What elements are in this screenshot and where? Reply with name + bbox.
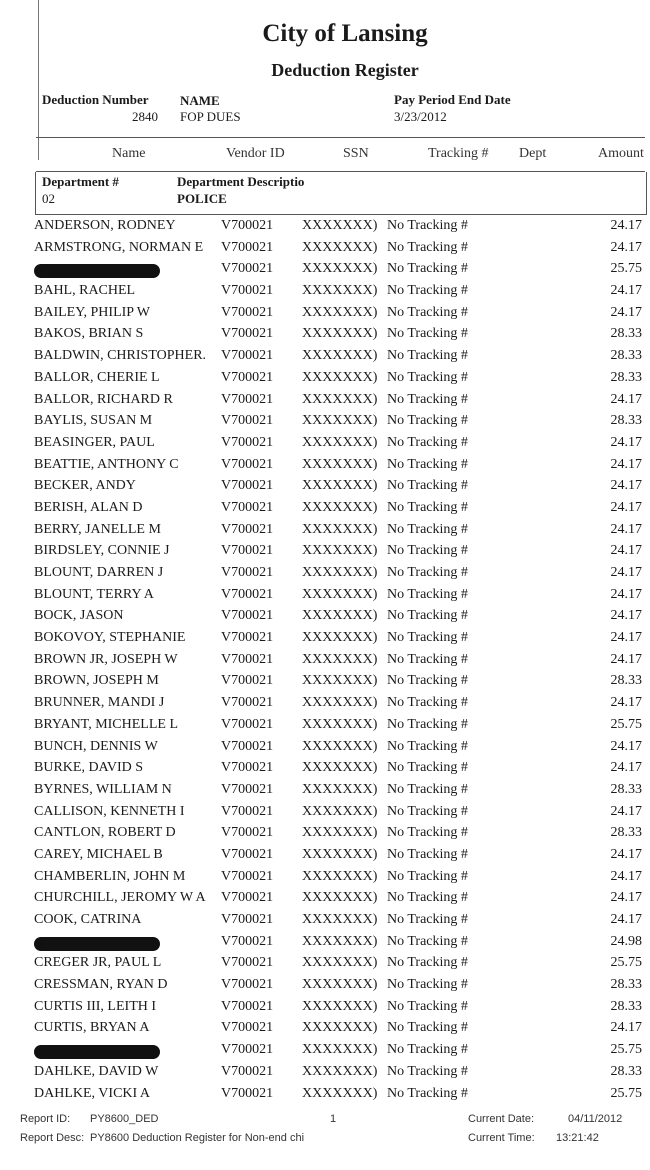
table-row: [0, 975, 650, 997]
employee-name: CURTIS, BRYAN A: [34, 1020, 150, 1036]
table-row: [0, 455, 650, 477]
vendor-id: V700021: [221, 499, 274, 515]
table-row: [0, 303, 650, 325]
employee-name: CANTLON, ROBERT D: [34, 825, 176, 841]
tracking-number: No Tracking #: [387, 239, 468, 255]
table-row: [0, 563, 650, 585]
table-row: [0, 324, 650, 346]
tracking-number: No Tracking #: [387, 413, 468, 429]
vendor-id: V700021: [221, 912, 274, 927]
employee-name: BAKOS, BRIAN S: [34, 326, 144, 342]
ssn: XXXXXXX): [302, 413, 378, 429]
employee-name: CREGER JR, PAUL L: [34, 955, 162, 971]
vendor-id: V700021: [221, 348, 274, 364]
vendor-id: V700021: [221, 630, 274, 646]
col-header-name: Name: [112, 146, 146, 161]
ssn: XXXXXXX): [302, 933, 378, 949]
department-box: [35, 172, 647, 215]
table-row: [0, 823, 650, 845]
amount: 28.33: [610, 673, 642, 689]
employee-name: CRESSMAN, RYAN D: [34, 977, 168, 993]
vendor-id: V700021: [221, 565, 274, 580]
tracking-number: No Tracking #: [387, 434, 468, 450]
table-row: [0, 737, 650, 759]
amount: 28.33: [610, 369, 642, 385]
tracking-number: No Tracking #: [387, 391, 468, 407]
amount: 24.17: [610, 846, 642, 862]
employee-name: CAREY, MICHAEL B: [34, 846, 163, 862]
employee-name: BURKE, DAVID S: [34, 760, 144, 776]
ssn: XXXXXXX): [302, 1063, 378, 1079]
ssn: XXXXXXX): [302, 760, 378, 776]
report-desc: PY8600 Deduction Register for Non-end chi: [90, 1132, 305, 1144]
ssn: XXXXXXX): [302, 283, 378, 299]
employee-name: BEATTIE, ANTHONY C: [34, 456, 179, 472]
table-row: [0, 368, 650, 390]
tracking-number: No Tracking #: [387, 868, 468, 884]
vendor-id: V700021: [221, 434, 274, 450]
tracking-number: No Tracking #: [387, 695, 468, 711]
vendor-id: V700021: [221, 716, 274, 732]
ssn: XXXXXXX): [302, 304, 378, 320]
current-time: 13:21:42: [556, 1132, 599, 1144]
ssn: XXXXXXX): [302, 261, 378, 277]
employee-name: BERISH, ALAN D: [34, 499, 143, 515]
vendor-id: V700021: [221, 695, 274, 711]
table-row: [0, 802, 650, 824]
tracking-number: No Tracking #: [387, 781, 468, 797]
ssn: XXXXXXX): [302, 326, 378, 342]
vendor-id: V700021: [221, 413, 274, 429]
table-row: [0, 997, 650, 1019]
amount: 24.17: [610, 1020, 642, 1036]
vendor-id: V700021: [221, 1063, 274, 1079]
vendor-id: V700021: [221, 304, 274, 320]
amount: 25.75: [610, 1085, 642, 1101]
tracking-number: No Tracking #: [387, 456, 468, 472]
employee-name: BAILEY, PHILIP W: [34, 304, 151, 320]
amount: 24.17: [610, 434, 642, 450]
ssn: XXXXXXX): [302, 781, 378, 797]
tracking-number: No Tracking #: [387, 912, 468, 927]
ssn: XXXXXXX): [302, 565, 378, 580]
ssn: XXXXXXX): [302, 608, 378, 624]
tracking-number: No Tracking #: [387, 369, 468, 385]
employee-name: BEASINGER, PAUL: [34, 434, 155, 450]
amount: 28.33: [610, 977, 642, 993]
table-row: [0, 433, 650, 455]
ssn: XXXXXXX): [302, 695, 378, 711]
ssn: XXXXXXX): [302, 803, 378, 819]
name-label: NAME: [180, 93, 220, 108]
amount: 25.75: [610, 716, 642, 732]
vendor-id: V700021: [221, 890, 274, 906]
employee-name: CHURCHILL, JEROMY W A: [34, 890, 206, 906]
amount: 24.17: [610, 499, 642, 515]
vendor-id: V700021: [221, 803, 274, 819]
tracking-number: No Tracking #: [387, 326, 468, 342]
amount: 28.33: [610, 825, 642, 841]
amount: 24.17: [610, 478, 642, 494]
employee-name: COOK, CATRINA: [34, 912, 142, 927]
report-title: City of Lansing: [262, 20, 428, 47]
table-row: [0, 650, 650, 672]
vendor-id: V700021: [221, 651, 274, 667]
amount: 24.17: [610, 218, 642, 233]
col-header-tracking: Tracking #: [428, 146, 489, 161]
ssn: XXXXXXX): [302, 456, 378, 472]
amount: 24.17: [610, 543, 642, 559]
ssn: XXXXXXX): [302, 521, 378, 537]
employee-name: DAHLKE, DAVID W: [34, 1063, 159, 1079]
ssn: XXXXXXX): [302, 846, 378, 862]
amount: 28.33: [610, 1063, 642, 1079]
deduction-number: 2840: [132, 109, 158, 124]
employee-name: BLOUNT, TERRY A: [34, 586, 154, 602]
employee-name: BAHL, RACHEL: [34, 283, 136, 299]
table-row: [0, 628, 650, 650]
tracking-number: No Tracking #: [387, 977, 468, 993]
amount: 28.33: [610, 348, 642, 364]
table-row: [0, 238, 650, 260]
ssn: XXXXXXX): [302, 369, 378, 385]
amount: 24.17: [610, 738, 642, 754]
deduction-table: [0, 216, 650, 1105]
col-header-vendor: Vendor ID: [226, 146, 285, 161]
amount: 24.17: [610, 391, 642, 407]
ssn: XXXXXXX): [302, 651, 378, 667]
vendor-id: V700021: [221, 369, 274, 385]
ssn: XXXXXXX): [302, 825, 378, 841]
vendor-id: V700021: [221, 933, 274, 949]
table-row: [0, 585, 650, 607]
vendor-id: V700021: [221, 977, 274, 993]
vendor-id: V700021: [221, 521, 274, 537]
current-time-label: Current Time:: [468, 1132, 535, 1144]
current-date-label: Current Date:: [468, 1113, 535, 1125]
tracking-number: No Tracking #: [387, 304, 468, 320]
current-date: 04/11/2012: [568, 1113, 623, 1125]
vendor-id: V700021: [221, 955, 274, 971]
employee-name: BRUNNER, MANDI J: [34, 695, 165, 711]
tracking-number: No Tracking #: [387, 218, 468, 233]
vendor-id: V700021: [221, 391, 274, 407]
vendor-id: V700021: [221, 1042, 274, 1058]
amount: 24.17: [610, 912, 642, 927]
ssn: XXXXXXX): [302, 391, 378, 407]
tracking-number: No Tracking #: [387, 543, 468, 559]
amount: 28.33: [610, 413, 642, 429]
table-row: [0, 216, 650, 238]
ssn: XXXXXXX): [302, 1020, 378, 1036]
deduction-number-label: Deduction Number: [42, 92, 149, 107]
ssn: XXXXXXX): [302, 239, 378, 255]
employee-name: BROWN JR, JOSEPH W: [34, 651, 178, 667]
employee-name: BALLOR, CHERIE L: [34, 369, 160, 385]
table-row: [0, 867, 650, 889]
table-row: [0, 932, 650, 954]
amount: 25.75: [610, 261, 642, 277]
table-row: [0, 281, 650, 303]
department-desc-label: Department Descriptio: [177, 174, 305, 189]
tracking-number: No Tracking #: [387, 760, 468, 776]
amount: 24.17: [610, 456, 642, 472]
tracking-number: No Tracking #: [387, 261, 468, 277]
employee-name: CALLISON, KENNETH I: [34, 803, 185, 819]
ssn: XXXXXXX): [302, 868, 378, 884]
department-desc: POLICE: [177, 191, 227, 206]
employee-name: BERRY, JANELLE M: [34, 521, 161, 537]
ssn: XXXXXXX): [302, 543, 378, 559]
tracking-number: No Tracking #: [387, 348, 468, 364]
tracking-number: No Tracking #: [387, 586, 468, 602]
table-row: [0, 259, 650, 281]
table-row: [0, 1018, 650, 1040]
vendor-id: V700021: [221, 738, 274, 754]
table-row: [0, 346, 650, 368]
employee-name: ARMSTRONG, NORMAN E: [34, 239, 204, 255]
tracking-number: No Tracking #: [387, 651, 468, 667]
report-subtitle: Deduction Register: [271, 60, 419, 80]
employee-name: BAYLIS, SUSAN M: [34, 413, 153, 429]
vendor-id: V700021: [221, 673, 274, 689]
amount: 28.33: [610, 781, 642, 797]
col-header-ssn: SSN: [343, 146, 369, 161]
header-separator: [36, 137, 645, 138]
amount: 24.17: [610, 608, 642, 624]
tracking-number: No Tracking #: [387, 998, 468, 1014]
vendor-id: V700021: [221, 608, 274, 624]
employee-name: CHAMBERLIN, JOHN M: [34, 868, 186, 884]
amount: 24.17: [610, 304, 642, 320]
ssn: XXXXXXX): [302, 1042, 378, 1058]
ssn: XXXXXXX): [302, 586, 378, 602]
tracking-number: No Tracking #: [387, 955, 468, 971]
employee-name: BYRNES, WILLIAM N: [34, 781, 172, 797]
ssn: XXXXXXX): [302, 977, 378, 993]
amount: 24.98: [610, 933, 642, 949]
employee-name: BROWN, JOSEPH M: [34, 673, 159, 689]
employee-name: BECKER, ANDY: [34, 478, 136, 494]
table-row: [0, 520, 650, 542]
ssn: XXXXXXX): [302, 912, 378, 927]
employee-name: BALLOR, RICHARD R: [34, 391, 173, 407]
employee-name: BALDWIN, CHRISTOPHER.: [34, 348, 207, 364]
employee-name: BIRDSLEY, CONNIE J: [34, 543, 170, 559]
ssn: XXXXXXX): [302, 716, 378, 732]
amount: 24.17: [610, 630, 642, 646]
vendor-id: V700021: [221, 760, 274, 776]
tracking-number: No Tracking #: [387, 673, 468, 689]
employee-name: BLOUNT, DARREN J: [34, 565, 164, 580]
vendor-id: V700021: [221, 781, 274, 797]
tracking-number: No Tracking #: [387, 478, 468, 494]
department-number-label: Department #: [42, 174, 119, 189]
ssn: XXXXXXX): [302, 955, 378, 971]
employee-name: BUNCH, DENNIS W: [34, 738, 158, 754]
vendor-id: V700021: [221, 868, 274, 884]
tracking-number: No Tracking #: [387, 1085, 468, 1101]
table-row: [0, 888, 650, 910]
vendor-id: V700021: [221, 846, 274, 862]
amount: 28.33: [610, 326, 642, 342]
table-row: [0, 1062, 650, 1084]
ssn: XXXXXXX): [302, 478, 378, 494]
vendor-id: V700021: [221, 456, 274, 472]
table-row: [0, 498, 650, 520]
amount: 24.17: [610, 283, 642, 299]
table-row: [0, 953, 650, 975]
tracking-number: No Tracking #: [387, 716, 468, 732]
tracking-number: No Tracking #: [387, 565, 468, 580]
vendor-id: V700021: [221, 326, 274, 342]
vendor-id: V700021: [221, 1085, 274, 1101]
tracking-number: No Tracking #: [387, 933, 468, 949]
table-row: [0, 476, 650, 498]
amount: 24.17: [610, 868, 642, 884]
employee-name: DAHLKE, VICKI A: [34, 1085, 151, 1101]
col-header-amount: Amount: [598, 146, 644, 161]
employee-name: BRYANT, MICHELLE L: [34, 716, 179, 732]
report-id-label: Report ID:: [20, 1113, 71, 1125]
employee-name: CURTIS III, LEITH I: [34, 998, 157, 1014]
table-row: [0, 758, 650, 780]
tracking-number: No Tracking #: [387, 1020, 468, 1036]
tracking-number: No Tracking #: [387, 1063, 468, 1079]
amount: 24.17: [610, 890, 642, 906]
amount: 24.17: [610, 760, 642, 776]
table-row: [0, 845, 650, 867]
department-number: 02: [42, 191, 55, 206]
pay-period-value: 3/23/2012: [394, 109, 447, 124]
name-value: FOP DUES: [180, 109, 241, 124]
vendor-id: V700021: [221, 586, 274, 602]
table-row: [0, 411, 650, 433]
ssn: XXXXXXX): [302, 998, 378, 1014]
vendor-id: V700021: [221, 825, 274, 841]
ssn: XXXXXXX): [302, 499, 378, 515]
amount: 25.75: [610, 955, 642, 971]
amount: 24.17: [610, 239, 642, 255]
amount: 25.75: [610, 1042, 642, 1058]
tracking-number: No Tracking #: [387, 630, 468, 646]
table-row: [0, 780, 650, 802]
redaction-bar: [34, 264, 160, 278]
table-row: [0, 606, 650, 628]
tracking-number: No Tracking #: [387, 521, 468, 537]
report-id: PY8600_DED: [90, 1113, 159, 1125]
table-row: [0, 671, 650, 693]
tracking-number: No Tracking #: [387, 890, 468, 906]
tracking-number: No Tracking #: [387, 825, 468, 841]
tracking-number: No Tracking #: [387, 738, 468, 754]
vendor-id: V700021: [221, 998, 274, 1014]
table-row: [0, 390, 650, 412]
vendor-id: V700021: [221, 283, 274, 299]
ssn: XXXXXXX): [302, 890, 378, 906]
tracking-number: No Tracking #: [387, 803, 468, 819]
page-number: 1: [330, 1113, 337, 1125]
redaction-bar: [34, 937, 160, 951]
vendor-id: V700021: [221, 218, 274, 233]
employee-name: BOCK, JASON: [34, 608, 124, 624]
vendor-id: V700021: [221, 543, 274, 559]
amount: 24.17: [610, 565, 642, 580]
redaction-bar: [34, 1045, 160, 1059]
tracking-number: No Tracking #: [387, 608, 468, 624]
ssn: XXXXXXX): [302, 348, 378, 364]
tracking-number: No Tracking #: [387, 283, 468, 299]
ssn: XXXXXXX): [302, 738, 378, 754]
pay-period-label: Pay Period End Date: [394, 92, 511, 107]
amount: 24.17: [610, 695, 642, 711]
employee-name: ANDERSON, RODNEY: [34, 218, 176, 233]
table-row: [0, 541, 650, 563]
table-row: [0, 693, 650, 715]
vendor-id: V700021: [221, 478, 274, 494]
vendor-id: V700021: [221, 1020, 274, 1036]
ssn: XXXXXXX): [302, 1085, 378, 1101]
report-desc-label: Report Desc:: [20, 1132, 85, 1144]
vendor-id: V700021: [221, 261, 274, 277]
table-row: [0, 910, 650, 932]
ssn: XXXXXXX): [302, 434, 378, 450]
amount: 28.33: [610, 998, 642, 1014]
ssn: XXXXXXX): [302, 218, 378, 233]
ssn: XXXXXXX): [302, 630, 378, 646]
amount: 24.17: [610, 803, 642, 819]
amount: 24.17: [610, 521, 642, 537]
table-row: [0, 715, 650, 737]
table-row: [0, 1040, 650, 1062]
tracking-number: No Tracking #: [387, 846, 468, 862]
table-row: [0, 1084, 650, 1106]
col-header-dept: Dept: [519, 146, 547, 161]
ssn: XXXXXXX): [302, 673, 378, 689]
amount: 24.17: [610, 651, 642, 667]
employee-name: BOKOVOY, STEPHANIE: [34, 630, 186, 646]
vendor-id: V700021: [221, 239, 274, 255]
tracking-number: No Tracking #: [387, 1042, 468, 1058]
amount: 24.17: [610, 586, 642, 602]
tracking-number: No Tracking #: [387, 499, 468, 515]
